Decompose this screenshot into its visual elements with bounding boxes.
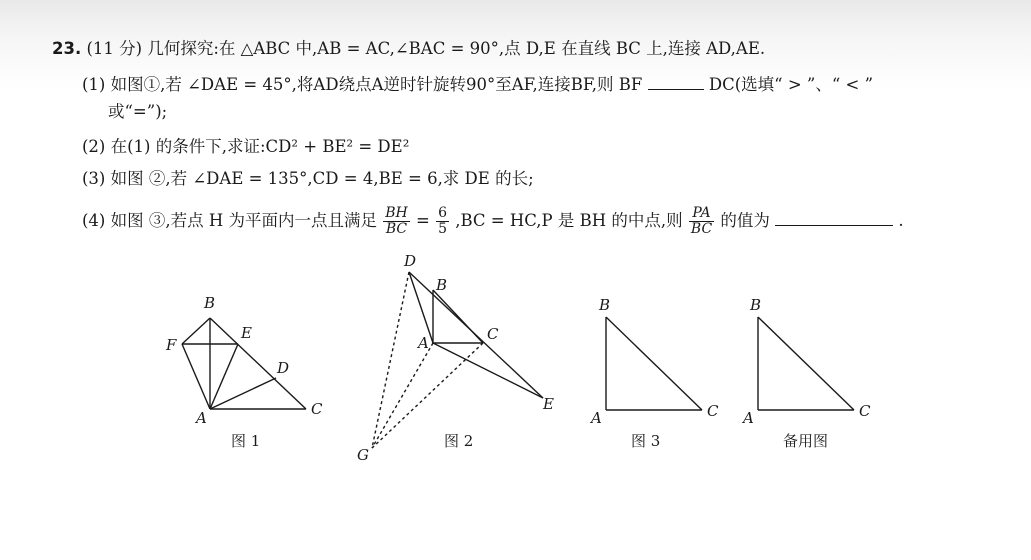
fig1-label-a: A bbox=[196, 409, 207, 427]
fig1-label-b: B bbox=[204, 294, 216, 312]
fig4-caption: 备用图 bbox=[783, 432, 829, 450]
fig2-label-b: B bbox=[436, 276, 448, 294]
q4-text-c: 的值为 bbox=[720, 211, 770, 230]
fig1-label-f: F bbox=[166, 336, 177, 354]
figure-3 bbox=[606, 317, 702, 410]
fig1-label-e: E bbox=[241, 324, 252, 342]
fraction-pa-bc-denominator: BC bbox=[690, 221, 713, 237]
q1-text-c: 或“=”); bbox=[108, 102, 168, 121]
q4-text-a: (4) 如图 ③,若点 H 为平面内一点且满足 bbox=[82, 211, 377, 230]
q3-text: (3) 如图 ②,若 ∠DAE = 135°,CD = 4,BE = 6,求 DE 的长; bbox=[82, 169, 534, 188]
fig3-caption: 图 3 bbox=[631, 432, 661, 450]
fig3-label-a: A bbox=[591, 409, 602, 427]
fig2-label-c: C bbox=[487, 325, 499, 343]
fig4-label-c: C bbox=[859, 402, 871, 420]
fraction-bh-bc-numerator: BH bbox=[385, 205, 408, 221]
fig2-caption: 图 2 bbox=[444, 432, 474, 450]
fig3-label-b: B bbox=[599, 296, 611, 314]
q1-text-a: (1) 如图①,若 ∠DAE = 45°,将AD绕点A逆时针旋转90°至AF,连接BF,则 BF bbox=[82, 75, 643, 94]
q1-text-b: DC(选填“ > ”、“ < ” bbox=[708, 75, 874, 94]
fraction-6-5-denominator: 5 bbox=[438, 221, 447, 237]
q4-equals: = bbox=[416, 211, 430, 230]
figure-spare bbox=[758, 317, 854, 410]
fraction-pa-bc-numerator: PA bbox=[689, 206, 714, 222]
fig1-caption: 图 1 bbox=[231, 432, 261, 450]
fraction-6-5-numerator: 6 bbox=[438, 205, 447, 221]
q4-text-b: ,BC = HC,P 是 BH 的中点,则 bbox=[455, 211, 683, 230]
intro-text: (11 分) 几何探究:在 △ABC 中,AB = AC,∠BAC = 90°,点 D,E 在直线 BC 上,连接 AD,AE. bbox=[86, 39, 766, 58]
figure-2 bbox=[409, 272, 543, 398]
q4-tail: . bbox=[898, 211, 904, 230]
fig4-label-b: B bbox=[750, 296, 762, 314]
fig2-label-a: A bbox=[418, 334, 429, 352]
fig2-label-d: D bbox=[404, 252, 417, 270]
q2-text: (2) 在(1) 的条件下,求证:CD² + BE² = DE² bbox=[82, 137, 410, 156]
fig1-label-c: C bbox=[311, 400, 323, 418]
fraction-bh-bc-denominator: BC bbox=[385, 221, 408, 237]
problem-number: 23. bbox=[52, 39, 82, 58]
fig4-label-a: A bbox=[743, 409, 754, 427]
fig2-label-g: G bbox=[357, 446, 369, 464]
fig2-label-e: E bbox=[543, 395, 554, 413]
fig3-label-c: C bbox=[707, 402, 719, 420]
fig1-label-d: D bbox=[277, 359, 290, 377]
